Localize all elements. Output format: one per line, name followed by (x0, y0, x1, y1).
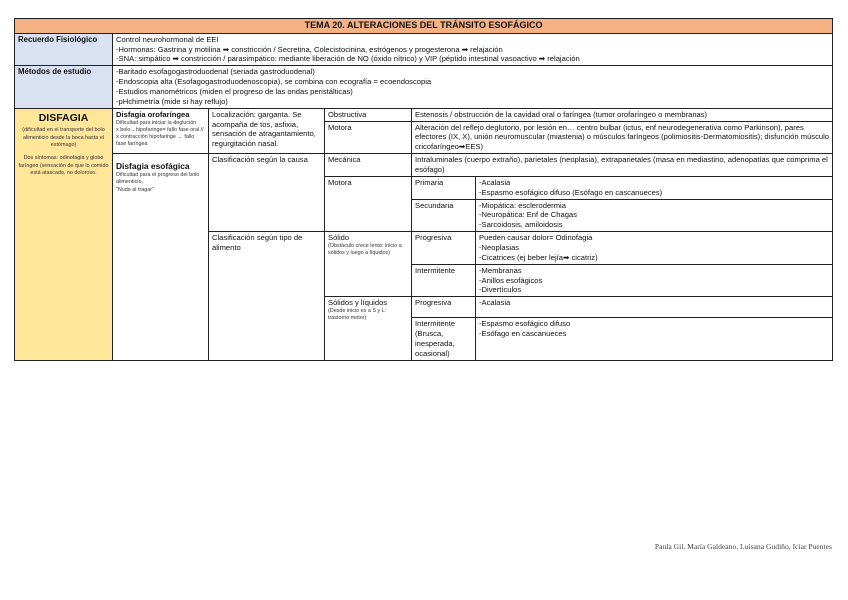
solido-cell (325, 232, 412, 297)
metodos-line: -Endoscopia alta (Esofagogastroduodenoscopia), se combina con ecografía = ecoendoscopia (116, 77, 432, 87)
intermitente-label: Intermitente (412, 264, 476, 297)
solido-note: (Obstáculo crece lento: inicio a sólidos y luego a líquidos) (328, 243, 402, 257)
recuerdo-line: -SNA: simpático ➡ constricción / parasimpático: mediante liberación de NO (óxido nítrico) y VIP (péptido intestinal vasoactivo ➡ relajación (116, 54, 580, 64)
metodos-line: -pHchimetría (mide si hay reflujo) (116, 96, 228, 106)
sl-progresiva-items (476, 297, 833, 318)
list-item: -Membranas (479, 265, 522, 275)
sl-label: Sólidos y líquidos (328, 298, 388, 308)
list-item: Pueden causar dolor= Odinofagia (479, 233, 593, 243)
secundaria-items (476, 199, 833, 232)
mecanica-label: Mecánica (325, 154, 412, 177)
motora-oro-label: Motora (325, 121, 412, 154)
orofaringea-detail: x bolo→hipofaringe= fallo fase oral // x contracción hipofaringe → fallo fase faríngea (116, 126, 204, 148)
summary-table (14, 18, 833, 361)
mecanica-text: Intraluminales (cuerpo extraño), parietales (neoplasia), extraparietales (masa en mediastino, adenopatías que comprima el esófago) (412, 154, 833, 177)
disfagia-subtitle: (dificultad en el transporte del bolo alimenticio desde la boca hasta el estómago) (22, 127, 105, 148)
list-item: -Acalasia (479, 177, 511, 187)
orofaringea-desc: Dificultad para iniciar la deglución (116, 119, 197, 126)
sl-intermitente-label: Intermitente (Brusca, inesperada, ocasional) (412, 318, 476, 360)
recuerdo-label: Recuerdo Fisiológico (15, 33, 113, 66)
list-item: -Neoplasias (479, 243, 520, 253)
disfagia-cell (15, 108, 113, 360)
esofagica-desc: Dificultad para el progreso del bolo alimenticio. (116, 172, 200, 186)
disfagia-title: DISFAGIA (38, 111, 89, 124)
esofagica-cell (113, 154, 209, 361)
list-item: -Espasmo esofágico difuso (479, 319, 571, 329)
sl-cell (325, 297, 412, 360)
list-item: -Miopática: esclerodermia (479, 200, 566, 210)
localizacion-cell: Localización: garganta. Se acompaña de tos, asfixia, sensación de atragantamiento, regurgitación nasal. (209, 108, 325, 153)
obstructiva-text: Estenosis / obstrucción de la cavidad oral o faríngea (tumor orofaríngeo o membranas) (412, 108, 833, 121)
secundaria-label: Secundaria (412, 199, 476, 232)
metodos-content (113, 66, 833, 108)
list-item: -Acalasia (479, 298, 511, 308)
sl-note: (Desde inicio es a S y L: trastorno motor) (328, 308, 387, 322)
list-item: -Cicatrices (ej beber lejía➡ cicatriz) (479, 252, 598, 262)
recuerdo-line: Control neurohormonal de EEI (116, 34, 219, 44)
motora-oro-text: Alteración del reflejo deglutorio, por lesión en… centro bulbar (ictus, enf neurodegenerativa como Parkinson), pares efectores (IX, X), unión neuromuscular (miastenia) o músculos faríngeos (polimiositis-Dermatomiositis); disfunción músculo cricofaríngeo➡EES) (412, 121, 833, 154)
metodos-line: -Baritado esofagogastroduodenal (seriada gastroduodenal) (116, 67, 315, 77)
intermitente-items (476, 264, 833, 297)
list-item: -Espasmo esofágico difuso (Esófago en cascanueces) (479, 187, 663, 197)
page-title: TEMA 20. ALTERACIONES DEL TRÁNSITO ESOFÁGICO (15, 19, 833, 34)
list-item: -Neuropática: Enf de Chagas (479, 210, 577, 220)
list-item: -Divertículos (479, 285, 522, 295)
solido-label: Sólido (328, 233, 350, 243)
obstructiva-label: Obstructiva (325, 108, 412, 121)
recuerdo-line: -Hormonas: Gastrina y motilina ➡ constricción / Secretina, Colecistocinina, estrógenos y progesterona ➡ relajación (116, 44, 503, 54)
metodos-line: -Estudios manométricos (miden el progreso de las ondas peristálticas) (116, 86, 353, 96)
alimento-label: Clasificación según tipo de alimento (209, 232, 325, 361)
progresiva-label: Progresiva (412, 232, 476, 265)
sl-intermitente-items (476, 318, 833, 360)
orofaringea-title: Disfagia orofaríngea (116, 109, 190, 119)
causa-label: Clasificación según la causa (209, 154, 325, 232)
sl-progresiva-label: Progresiva (412, 297, 476, 318)
primaria-label: Primaria (412, 176, 476, 199)
disfagia-symptoms: Dos síntomas: odinofagia y globo faríngeo (sensación de que lo comido está atascado, no doloroso. (18, 155, 109, 176)
progresiva-items (476, 232, 833, 265)
list-item: -Esófago en cascanueces (479, 329, 567, 339)
motora-eso-label: Motora (325, 176, 412, 231)
list-item: -Anillos esofágicos (479, 275, 543, 285)
orofaringea-cell (113, 108, 209, 153)
recuerdo-content (113, 33, 833, 66)
footer-authors: Paula Gil, María Galdeano, Luisana Gudiño, Iciar Puentes (654, 542, 832, 551)
esofagica-title: Disfagia esofágica (116, 161, 190, 172)
metodos-label: Métodos de estudio (15, 66, 113, 108)
esofagica-quote: "Nudo al tragar" (116, 186, 154, 193)
primaria-items (476, 176, 833, 199)
list-item: -Sarcoidosis, amiloidosis (479, 220, 563, 230)
